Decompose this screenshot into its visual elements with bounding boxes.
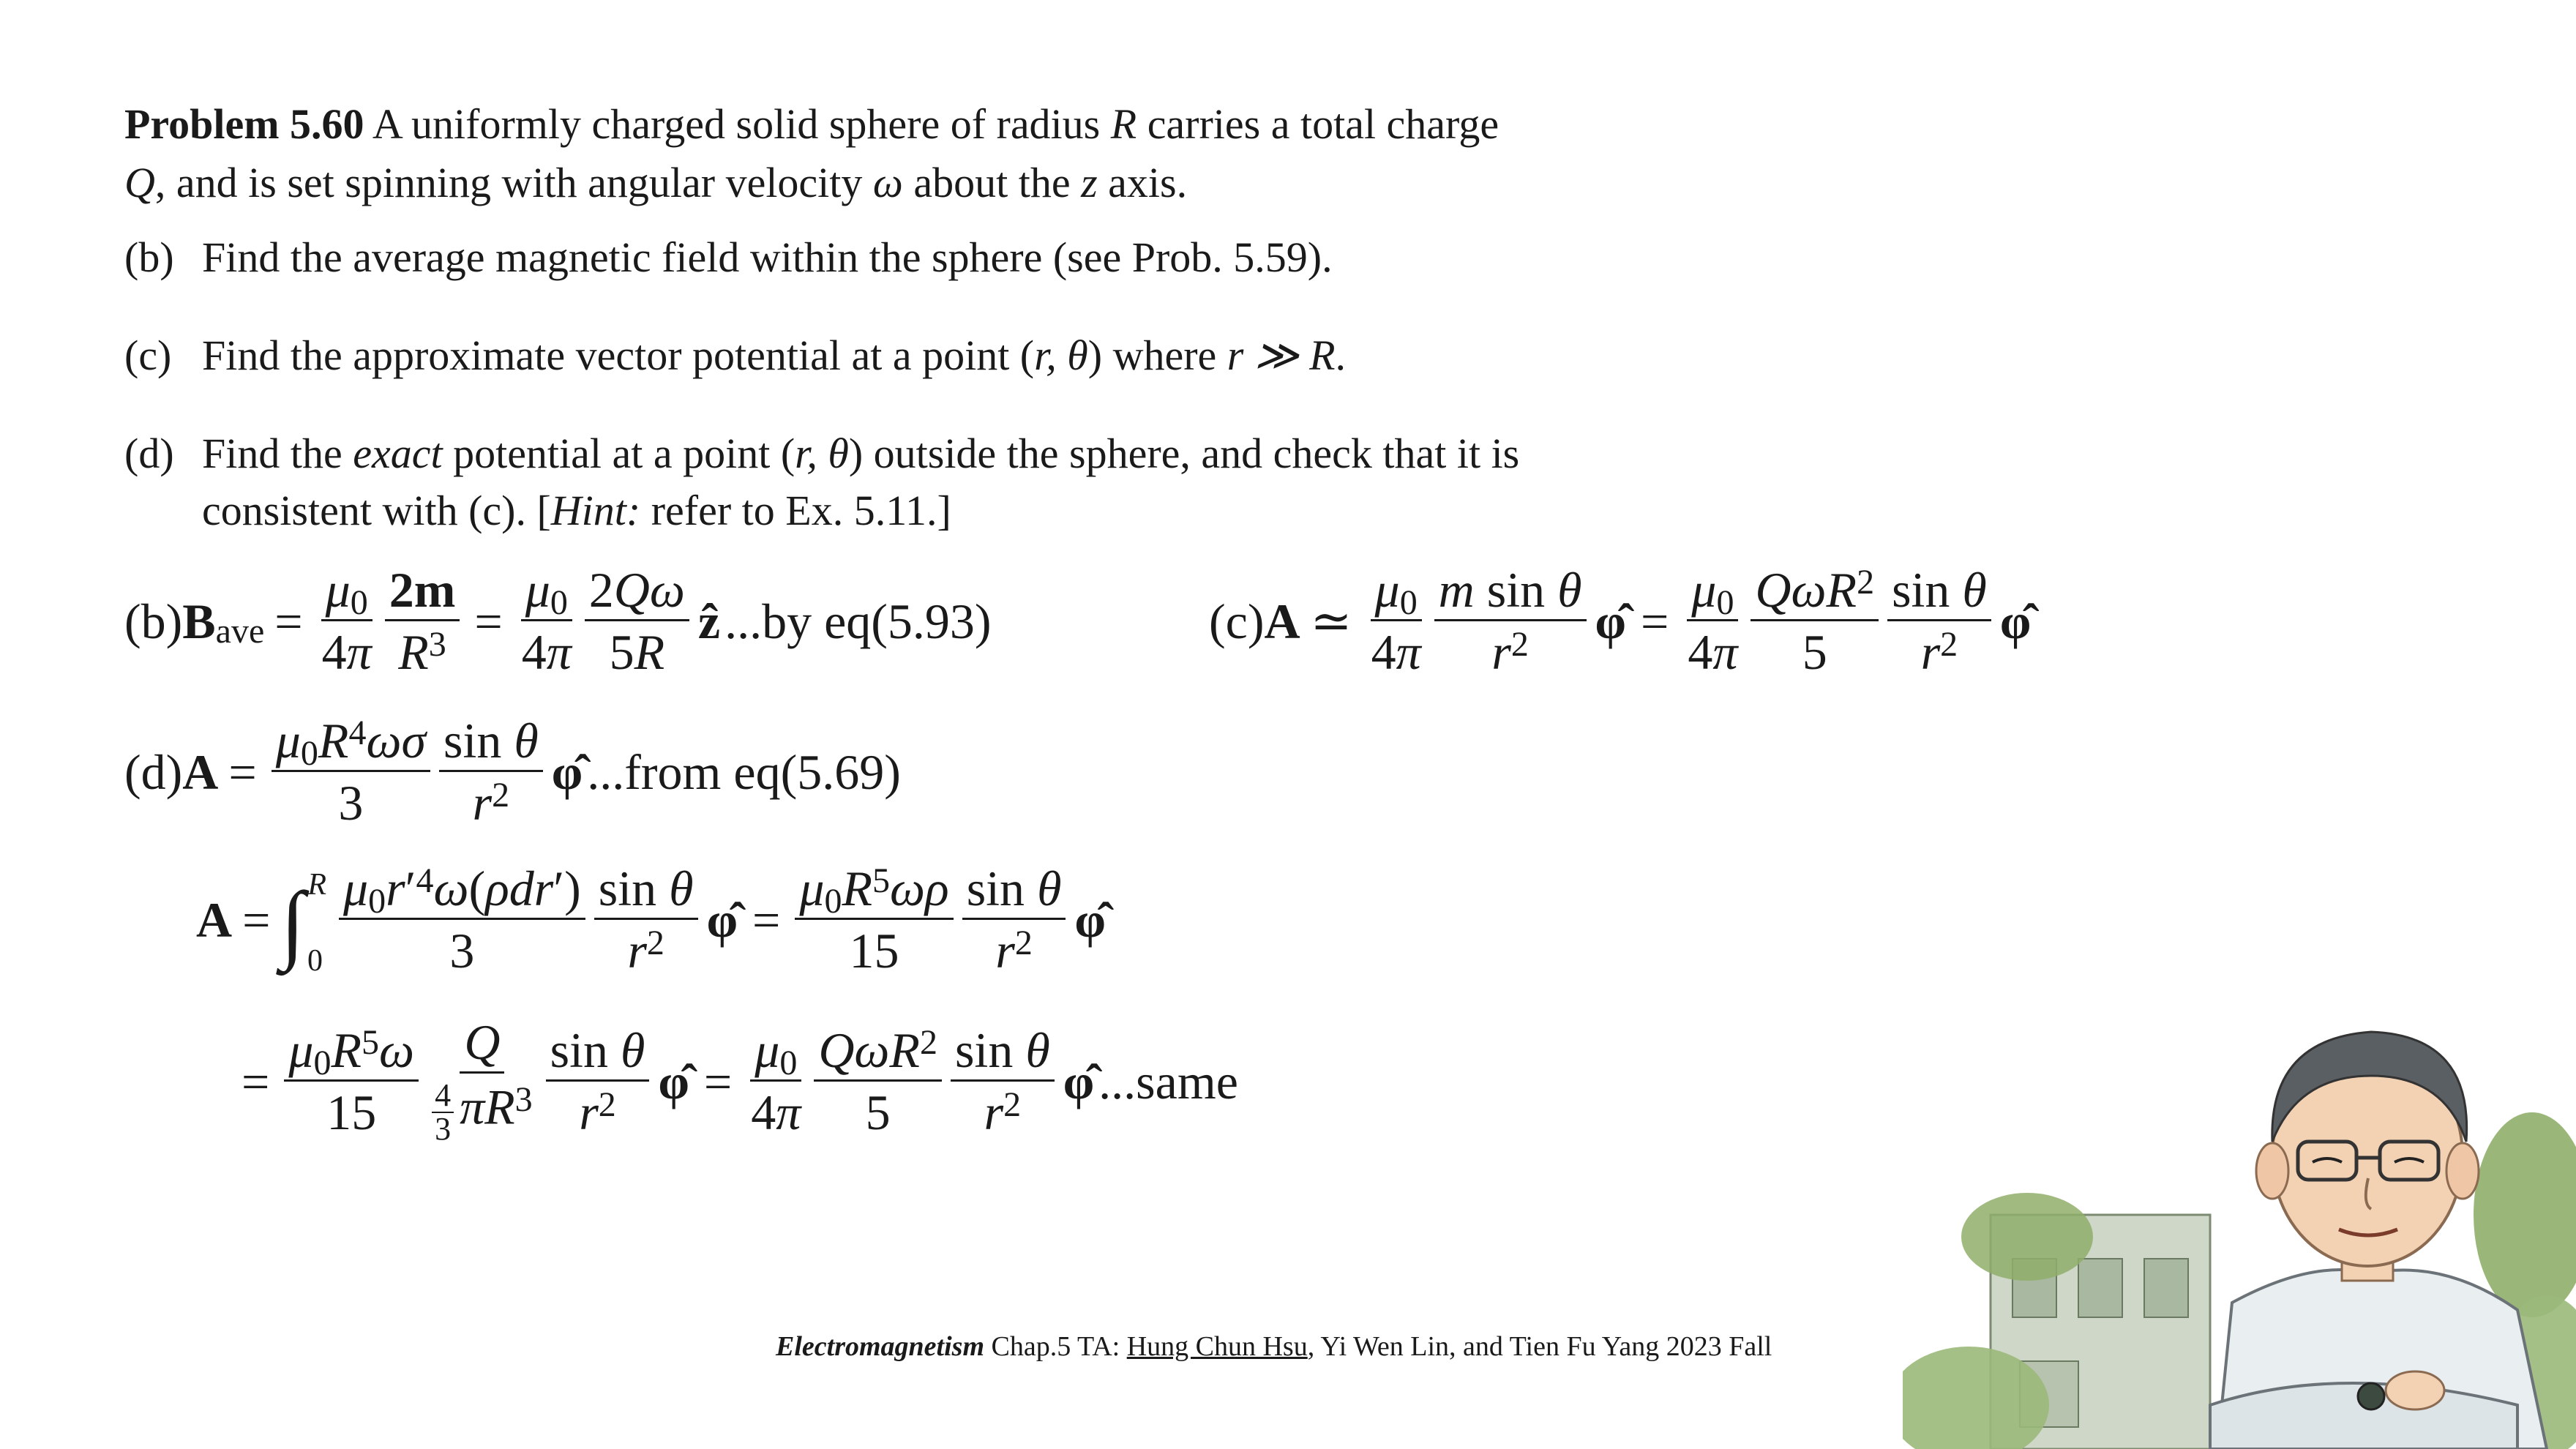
part-d-text: consistent with (c). [	[202, 487, 551, 534]
equals-sign: =	[1640, 593, 1669, 649]
equals-sign: =	[228, 744, 257, 800]
statement-text: carries a total charge	[1137, 100, 1499, 148]
problem-statement-line2	[124, 154, 1187, 212]
part-d-label: (d)	[124, 430, 174, 477]
problem-number: Problem 5.60	[124, 100, 364, 148]
solution-c-equation	[1209, 562, 2035, 680]
phi-hat-unit-vector: φ̂	[1595, 593, 1626, 649]
part-c-coords: r, θ	[1034, 332, 1088, 379]
statement-text: axis.	[1097, 159, 1188, 206]
integral-lower-limit: 0	[307, 943, 323, 978]
fraction-QwR2-5: $\frac{Q\omega R^2}{5}$	[1751, 565, 1879, 677]
solution-d-label: (d)	[124, 744, 183, 800]
fraction-mu0-4pi: $\frac{\mu 0}{4\pi}$	[521, 562, 572, 680]
equals-sign: =	[242, 1053, 270, 1109]
var-R: R	[1110, 100, 1137, 148]
equals-sign: =	[703, 1053, 733, 1109]
part-b-label: (b)	[124, 233, 174, 281]
fraction-sin-r2: $\frac{\text{sin θ}}{r^2}$	[1887, 565, 1991, 677]
part-d-text: potential at a point (	[442, 430, 795, 477]
fraction-mu0R5w-15: $\frac{\mu 0R^5\omega}{15}$	[284, 1025, 419, 1137]
footer-credit	[776, 1330, 1772, 1363]
fraction-integrand: $\frac{\mu 0r'^4\omega(\rho dr')}{3}$	[339, 864, 585, 976]
fraction-sin-r2: $\frac{\text{sin θ}}{r^2}$	[546, 1025, 650, 1137]
solution-c-label: (c)	[1209, 593, 1265, 649]
statement-text: A uniformly charged solid sphere of radius	[364, 100, 1111, 148]
fraction-mu0R5wr-15: $\frac{\mu 0R^5\omega\rho}{15}$	[795, 864, 953, 976]
fraction-sin-r2: $\frac{\text{sin θ}}{r^2}$	[439, 716, 543, 828]
part-d-text: refer to Ex. 5.11.]	[640, 487, 951, 534]
fraction-mu0-4pi: $\frac{\mu 0}{4\pi}$	[751, 1022, 801, 1140]
phi-hat-unit-vector: φ̂	[706, 891, 738, 948]
footer-rest: , Yi Wen Lin, and Tien Fu Yang 2023 Fall	[1307, 1331, 1772, 1362]
footer-chapter: Chap.5 TA:	[984, 1331, 1127, 1362]
equals-sign: =	[242, 891, 271, 948]
symbol-A: A	[1264, 593, 1300, 649]
part-d-text: ) outside the sphere, and check that it is	[848, 430, 1520, 477]
fraction-Q-volume: Q $\frac{4}{3}$ $\pi R^3$	[427, 1017, 537, 1145]
part-d-line2	[202, 482, 951, 540]
equals-sign: =	[752, 891, 781, 948]
phi-hat-unit-vector: φ̂	[551, 744, 583, 800]
part-c-text: ) where	[1087, 332, 1227, 379]
solution-d-note: ...from eq(5.69)	[587, 744, 901, 800]
same-note: ...same	[1098, 1053, 1238, 1109]
part-c-condition: r ≫ R	[1227, 332, 1336, 379]
phi-hat-unit-vector: φ̂	[1999, 593, 2032, 649]
symbol-A: A	[196, 891, 233, 948]
part-c-text: .	[1335, 332, 1346, 379]
part-c	[124, 326, 1346, 385]
fraction-mu0-4pi: $\frac{\mu 0}{4\pi}$	[321, 562, 372, 680]
fraction-sin-r2: $\frac{\text{sin θ}}{r^2}$	[594, 864, 698, 976]
symbol-A: A	[182, 744, 219, 800]
z-hat-unit-vector: ẑ	[697, 593, 721, 649]
statement-text: , and is set spinning with angular velocity	[154, 159, 873, 206]
subscript-ave: ave	[215, 611, 265, 651]
solution-b-note: ...by eq(5.93)	[724, 593, 992, 649]
part-c-label: (c)	[124, 332, 172, 379]
phi-hat-unit-vector: φ̂	[1063, 1053, 1095, 1109]
symbol-B: B	[182, 593, 216, 649]
part-b-text: Find the average magnetic field within the sphere (see Prob. 5.59).	[202, 233, 1333, 281]
fraction-sin-r2: $\frac{\text{sin θ}}{r^2}$	[962, 864, 1066, 976]
solution-b-equation	[124, 562, 992, 680]
fraction-2Qw-5R: $\frac{2Q\omega}{5R}$	[585, 565, 689, 677]
problem-statement-line1	[124, 95, 1499, 154]
equals-sign: =	[474, 593, 503, 649]
equals-sign: =	[274, 593, 303, 649]
fraction-mu0R4ws-3: $\frac{\mu 0R^4\omega\sigma}{3}$	[272, 716, 430, 828]
final-equation	[242, 1014, 1238, 1147]
fraction-sin-r2: $\frac{\text{sin θ}}{r^2}$	[951, 1025, 1055, 1137]
part-d-exact: exact	[353, 430, 443, 477]
integral-upper-limit: R	[307, 867, 326, 902]
fraction-2m-R3: $\frac{2m}{R^3}$	[385, 565, 460, 677]
integral-equation	[196, 861, 1110, 978]
integral-sign: ∫	[280, 873, 305, 971]
part-d-text: Find the	[202, 430, 353, 477]
var-omega: ω	[872, 159, 903, 206]
phi-hat-unit-vector: φ̂	[1074, 891, 1106, 948]
part-d-coords: r, θ	[795, 430, 849, 477]
var-z: z	[1081, 159, 1098, 206]
ta-caricature-illustration	[1903, 995, 2576, 1449]
var-Q: Q	[124, 159, 155, 206]
phi-hat-unit-vector: φ̂	[658, 1053, 689, 1109]
part-d-hint: Hint:	[550, 487, 641, 534]
fraction-msin-r2: $\frac{\text{m sin θ}}{r^2}$	[1434, 565, 1587, 677]
part-b	[124, 228, 1333, 287]
statement-text: about the	[902, 159, 1082, 206]
approx-sign: ≃	[1310, 593, 1352, 649]
footer-ta-name: Hung Chun Hsu	[1126, 1331, 1308, 1362]
fraction-mu0-4pi: $\frac{\mu 0}{4\pi}$	[1688, 562, 1738, 680]
footer-title: Electromagnetism	[776, 1331, 984, 1362]
fraction-mu0-4pi: $\frac{\mu 0}{4\pi}$	[1371, 562, 1421, 680]
part-c-text: Find the approximate vector potential at a point (	[202, 332, 1035, 379]
part-d	[124, 424, 1520, 483]
solution-d-equation	[124, 713, 901, 831]
fraction-QwR2-5: $\frac{Q\omega R^2}{5}$	[814, 1025, 942, 1137]
solution-b-label: (b)	[124, 593, 183, 649]
